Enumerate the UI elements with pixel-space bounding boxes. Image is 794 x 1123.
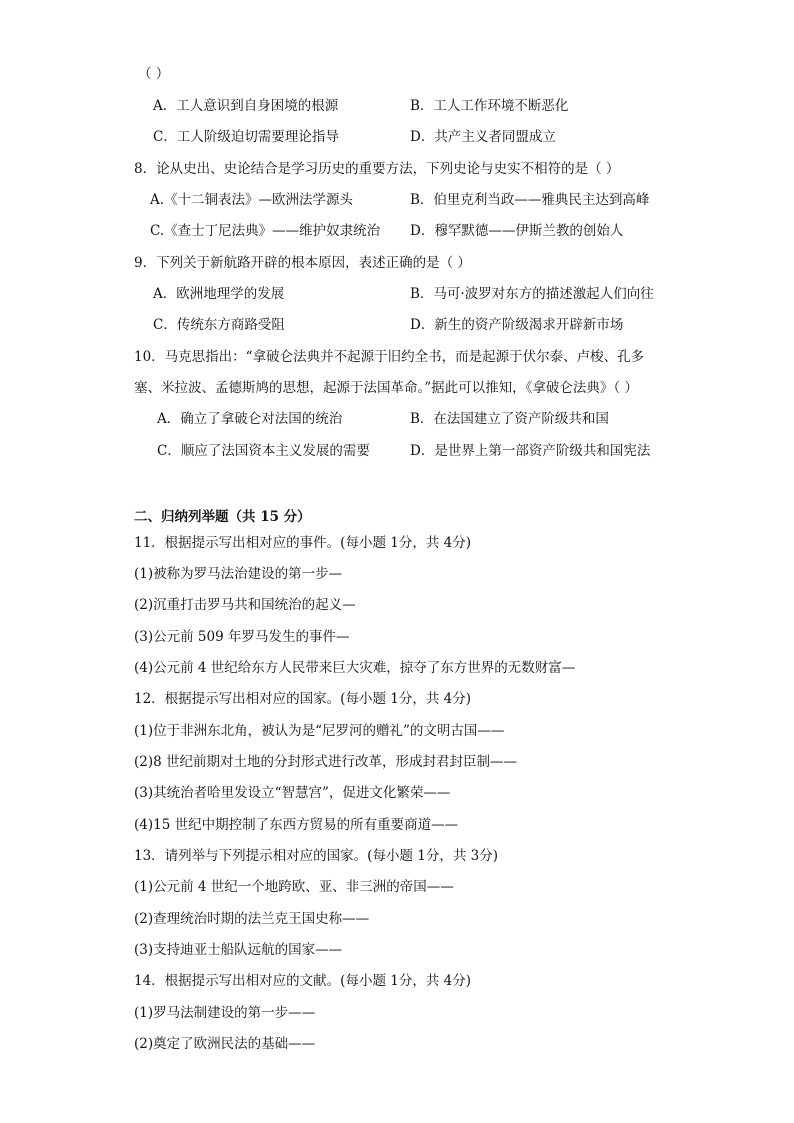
q9-option-a: A．欧洲地理学的发展 <box>153 286 285 302</box>
q10-option-a: A．确立了拿破仑对法国的统治 <box>157 411 343 427</box>
q11-item-3: (3)公元前 509 年罗马发生的事件— <box>134 629 350 645</box>
q12-item-2: (2)8 世纪前期对土地的分封形式进行改革，形成封君封臣制—— <box>134 754 518 770</box>
q12-stem: 12．根据提示写出相对应的国家。(每小题 1分，共 4分) <box>134 691 471 707</box>
q7-option-b: B．工人工作环境不断恶化 <box>410 98 569 114</box>
section-title: 二、归纳列举题（共 15 分） <box>134 509 311 525</box>
q9-option-b: B．马可·波罗对东方的描述激起人们向往 <box>410 286 654 302</box>
q13-item-2: (2)查理统治时期的法兰克王国史称—— <box>134 911 370 927</box>
q11-item-2: (2)沉重打击罗马共和国统治的起义— <box>134 597 356 613</box>
q12-item-4: (4)15 世纪中期控制了东西方贸易的所有重要商道—— <box>134 817 459 833</box>
q8-stem: 8．论从史出、史论结合是学习历史的重要方法，下列史论与史实不相符的是（ ） <box>134 161 620 177</box>
q10-stem-line2: 塞、米拉波、孟德斯鸠的思想，起源于法国革命。”据此可以推知，《拿破仑法典》（ ） <box>134 380 638 396</box>
q11-item-1: (1)被称为罗马法治建设的第一步— <box>134 566 343 582</box>
q13-item-1: (1)公元前 4 世纪一个地跨欧、亚、非三洲的帝国—— <box>134 879 454 895</box>
q9-option-c: C．传统东方商路受阻 <box>153 317 285 333</box>
q14-item-2: (2)奠定了欧洲民法的基础—— <box>134 1036 316 1052</box>
q8-option-d: D．穆罕默德——伊斯兰教的创始人 <box>410 223 624 239</box>
q12-item-1: (1)位于非洲东北角，被认为是“尼罗河的赠礼”的文明古国—— <box>134 723 505 739</box>
q8-option-c: C.《查士丁尼法典》——维护奴隶统治 <box>150 223 381 239</box>
q9-option-d: D．新生的资产阶级渴求开辟新市场 <box>410 317 624 333</box>
q7-option-a: A．工人意识到自身困境的根源 <box>153 98 339 114</box>
q11-stem: 11．根据提示写出相对应的事件。(每小题 1分，共 4分) <box>134 535 471 551</box>
q8-option-b: B．伯里克利当政——雅典民主达到高峰 <box>410 192 650 208</box>
q13-item-3: (3)支持迪亚士船队远航的国家—— <box>134 942 343 958</box>
q10-option-d: D．是世界上第一部资产阶级共和国宪法 <box>410 443 651 459</box>
q7-option-c: C．工人阶级迫切需要理论指导 <box>153 129 339 145</box>
q10-option-b: B．在法国建立了资产阶级共和国 <box>410 411 609 427</box>
q13-stem: 13．请列举与下列提示相对应的国家。(每小题 1分，共 3分) <box>134 848 498 864</box>
q9-stem: 9．下列关于新航路开辟的根本原因，表述正确的是（ ） <box>134 255 471 271</box>
q12-item-3: (3)其统治者哈里发设立“智慧宫”，促进文化繁荣—— <box>134 785 451 801</box>
q10-option-c: C．顺应了法国资本主义发展的需要 <box>157 443 370 459</box>
q10-stem-line1: 10．马克思指出：“拿破仑法典并不起源于旧约全书，而是起源于伏尔泰、卢梭、孔多 <box>134 349 645 365</box>
q14-item-1: (1)罗马法制建设的第一步—— <box>134 1005 316 1021</box>
q11-item-4: (4)公元前 4 世纪给东方人民带来巨大灾难，掠夺了东方世界的无数财富— <box>134 660 576 676</box>
q8-option-a: A.《十二铜表法》—欧洲法学源头 <box>150 192 354 208</box>
q14-stem: 14．根据提示写出相对应的文献。(每小题 1分，共 4分) <box>134 973 471 989</box>
q7-option-d: D．共产主义者同盟成立 <box>410 129 556 145</box>
q7-stem-tail: （ ） <box>138 66 170 82</box>
